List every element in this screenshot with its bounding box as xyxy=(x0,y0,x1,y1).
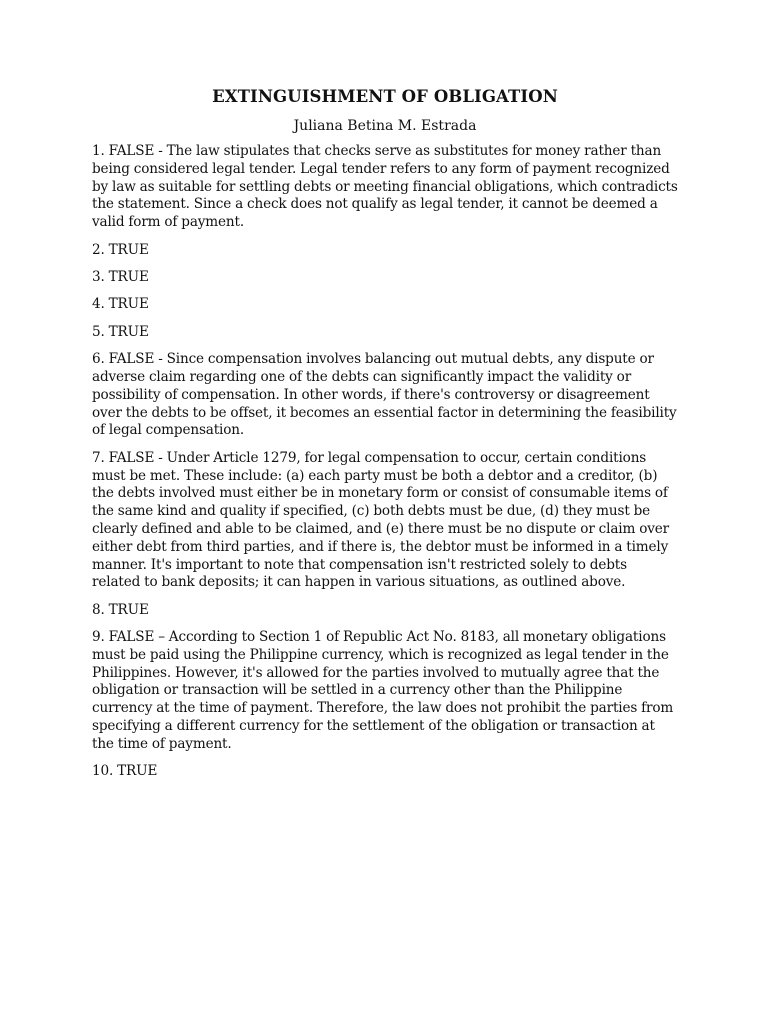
answer-item-9: 9. FALSE – According to Section 1 of Republic Act No. 8183, all monetary obligations must be paid using the Philippine currency, which is recognized as legal tender in the Philippines. However, it's allowed for the parties involved to mutually agree that the obligation or transaction will be settled in a currency other than the Philippine currency at the time of payment. Therefore, the law does not prohibit the parties from specifying a different currency for the settlement of the obligation or transaction at the time of payment. xyxy=(92,629,674,752)
answer-item-3: 3. TRUE xyxy=(92,268,149,285)
answer-item-1: 1. FALSE - The law stipulates that checks serve as substitutes for money rather than being considered legal tender. Legal tender refers to any form of payment recognized by law as suitable for settling debts or meeting financial obligations, which contradicts the statement. Since a check does not qualify as legal tender, it cannot be deemed a valid form of payment. xyxy=(92,143,678,231)
answer-item-7: 7. FALSE - Under Article 1279, for legal compensation to occur, certain conditions must be met. These include: (a) each party must be both a debtor and a creditor, (b) the debts involved must either be in monetary form or consist of consumable items of the same kind and quality if specified, (c) both debts must be due, (d) they must be clearly defined and able to be claimed, and (e) there must be no dispute or claim over either debt from third parties, and if there is, the debtor must be informed in a timely manner. It's important to note that compensation isn't restricted solely to debts related to bank deposits; it can happen in various situations, as outlined above. xyxy=(92,449,669,591)
author-name: Juliana Betina M. Estrada xyxy=(293,118,477,134)
answer-item-5: 5. TRUE xyxy=(92,323,149,340)
answer-item-10: 10. TRUE xyxy=(92,763,158,780)
document-body xyxy=(92,86,678,791)
answer-item-8: 8. TRUE xyxy=(92,601,149,618)
answer-item-2: 2. TRUE xyxy=(92,241,149,258)
answer-item-6: 6. FALSE - Since compensation involves balancing out mutual debts, any dispute or adverse claim regarding one of the debts can significantly impact the validity or possibility of compensation. In other words, if there's controversy or disagreement over the debts to be offset, it becomes an essential factor in determining the feasibility of legal compensation. xyxy=(92,351,677,439)
answer-item-4: 4. TRUE xyxy=(92,296,149,313)
document-title: EXTINGUISHMENT OF OBLIGATION xyxy=(212,87,558,106)
answer-list xyxy=(92,143,678,781)
